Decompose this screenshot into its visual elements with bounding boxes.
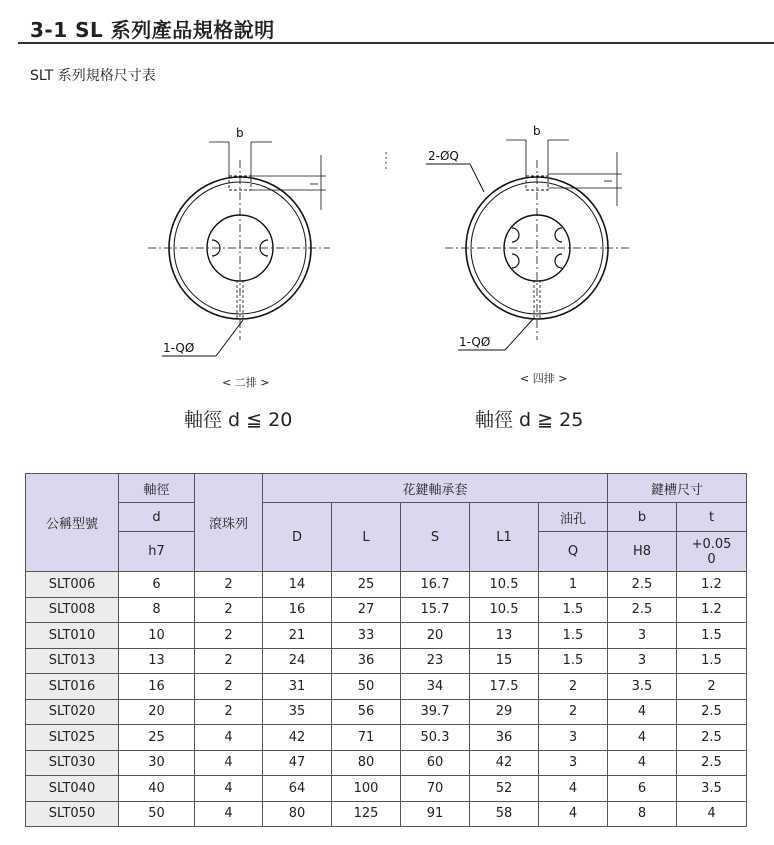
cell-S: 70: [401, 776, 470, 802]
cell-D: 21: [263, 623, 332, 649]
right-drawing: [386, 140, 630, 350]
cell-L1: 10.5: [470, 597, 539, 623]
header-S: S: [401, 503, 470, 572]
table-row: [26, 776, 747, 802]
cell-Q: 4: [539, 801, 608, 827]
cell-S: 34: [401, 674, 470, 700]
cell-model: SLT008: [26, 597, 119, 623]
header-b: b: [608, 503, 677, 532]
table-row: [26, 597, 747, 623]
cell-rows: 2: [195, 648, 263, 674]
cell-D: 14: [263, 572, 332, 598]
cell-d: 13: [119, 648, 195, 674]
cell-L1: 10.5: [470, 572, 539, 598]
cell-S: 50.3: [401, 725, 470, 751]
section-subtitle: SLT 系列規格尺寸表: [30, 68, 156, 84]
cell-t: 4: [677, 801, 747, 827]
right-caption: < 四排 >: [520, 372, 568, 385]
cell-L1: 13: [470, 623, 539, 649]
cell-rows: 4: [195, 750, 263, 776]
header-oil: 油孔: [539, 503, 608, 532]
cell-rows: 2: [195, 572, 263, 598]
cell-model: SLT016: [26, 674, 119, 700]
cell-rows: 4: [195, 801, 263, 827]
cell-S: 23: [401, 648, 470, 674]
cell-S: 20: [401, 623, 470, 649]
cell-d: 25: [119, 725, 195, 751]
cell-D: 16: [263, 597, 332, 623]
left-q-label: 1-QØ: [163, 341, 195, 355]
cell-b: 2.5: [608, 572, 677, 598]
cell-S: 39.7: [401, 699, 470, 725]
cell-b: 4: [608, 750, 677, 776]
cell-b: 4: [608, 699, 677, 725]
cell-D: 64: [263, 776, 332, 802]
left-shaft-label: 軸徑 d ≦ 20: [184, 409, 293, 431]
cell-b: 8: [608, 801, 677, 827]
header-shaft-tol: h7: [119, 532, 195, 572]
table-row: [26, 674, 747, 700]
cell-d: 16: [119, 674, 195, 700]
table-row: [26, 623, 747, 649]
cell-L: 100: [332, 776, 401, 802]
cell-rows: 2: [195, 674, 263, 700]
cell-L1: 58: [470, 801, 539, 827]
header-t: t: [677, 503, 747, 532]
cell-d: 50: [119, 801, 195, 827]
cell-Q: 1.5: [539, 597, 608, 623]
cell-b: 3: [608, 648, 677, 674]
cell-model: SLT006: [26, 572, 119, 598]
header-shaft: 軸徑: [119, 474, 195, 503]
cell-b: 3: [608, 623, 677, 649]
cell-d: 20: [119, 699, 195, 725]
cell-L1: 29: [470, 699, 539, 725]
cell-L1: 42: [470, 750, 539, 776]
header-model: 公稱型號: [26, 474, 119, 572]
cell-model: SLT030: [26, 750, 119, 776]
cell-t: 2.5: [677, 725, 747, 751]
cell-rows: 2: [195, 699, 263, 725]
cell-L: 50: [332, 674, 401, 700]
cell-d: 30: [119, 750, 195, 776]
header-t-tol: +0.05 0: [677, 532, 747, 572]
cell-Q: 2: [539, 674, 608, 700]
cell-t: 3.5: [677, 776, 747, 802]
cell-L: 36: [332, 648, 401, 674]
cell-L: 80: [332, 750, 401, 776]
cell-D: 24: [263, 648, 332, 674]
cell-Q: 1.5: [539, 623, 608, 649]
cell-L1: 52: [470, 776, 539, 802]
cell-S: 91: [401, 801, 470, 827]
header-L1: L1: [470, 503, 539, 572]
cell-Q: 1: [539, 572, 608, 598]
cell-L1: 36: [470, 725, 539, 751]
cell-t: 2.5: [677, 750, 747, 776]
header-b-tol: H8: [608, 532, 677, 572]
cell-b: 2.5: [608, 597, 677, 623]
header-bushing: 花鍵軸承套: [263, 474, 608, 503]
cell-b: 4: [608, 725, 677, 751]
left-drawing: [148, 142, 330, 356]
cell-d: 10: [119, 623, 195, 649]
cell-rows: 4: [195, 776, 263, 802]
cell-model: SLT025: [26, 725, 119, 751]
cell-d: 40: [119, 776, 195, 802]
table-row: [26, 699, 747, 725]
page-title: 3-1 SL 系列產品規格說明: [30, 18, 275, 42]
right-q-label: 1-QØ: [459, 335, 491, 349]
cell-t: 1.5: [677, 623, 747, 649]
left-b-label: b: [236, 126, 244, 140]
cross-section-drawings: [0, 90, 774, 390]
cell-model: SLT020: [26, 699, 119, 725]
cell-b: 3.5: [608, 674, 677, 700]
cell-rows: 2: [195, 597, 263, 623]
cell-L: 33: [332, 623, 401, 649]
table-row: [26, 648, 747, 674]
cell-D: 42: [263, 725, 332, 751]
spec-table: [25, 473, 747, 827]
cell-L: 56: [332, 699, 401, 725]
cell-L1: 15: [470, 648, 539, 674]
spec-table-body: [26, 572, 747, 827]
cell-d: 8: [119, 597, 195, 623]
cell-rows: 4: [195, 725, 263, 751]
cell-t: 1.2: [677, 597, 747, 623]
cell-D: 47: [263, 750, 332, 776]
right-shaft-label: 軸徑 d ≧ 25: [475, 409, 584, 431]
cell-Q: 2: [539, 699, 608, 725]
cell-t: 1.2: [677, 572, 747, 598]
cell-L: 71: [332, 725, 401, 751]
header-L: L: [332, 503, 401, 572]
cell-L: 125: [332, 801, 401, 827]
table-row: [26, 725, 747, 751]
title-divider: [18, 42, 774, 44]
cell-D: 31: [263, 674, 332, 700]
right-b-label: b: [533, 124, 541, 138]
cell-Q: 3: [539, 725, 608, 751]
table-row: [26, 801, 747, 827]
cell-model: SLT040: [26, 776, 119, 802]
cell-rows: 2: [195, 623, 263, 649]
cell-S: 16.7: [401, 572, 470, 598]
cell-S: 15.7: [401, 597, 470, 623]
cell-model: SLT050: [26, 801, 119, 827]
header-keyway: 鍵槽尺寸: [608, 474, 747, 503]
header-balls: 滾珠列: [195, 474, 263, 572]
cell-L: 27: [332, 597, 401, 623]
table-row: [26, 750, 747, 776]
cell-model: SLT010: [26, 623, 119, 649]
cell-b: 6: [608, 776, 677, 802]
header-Q: Q: [539, 532, 608, 572]
cell-D: 35: [263, 699, 332, 725]
cell-Q: 3: [539, 750, 608, 776]
cell-d: 6: [119, 572, 195, 598]
cell-Q: 4: [539, 776, 608, 802]
header-shaft-d: d: [119, 503, 195, 532]
cell-L1: 17.5: [470, 674, 539, 700]
cell-S: 60: [401, 750, 470, 776]
header-D: D: [263, 503, 332, 572]
left-caption: < 二排 >: [222, 376, 270, 389]
cell-model: SLT013: [26, 648, 119, 674]
cell-D: 80: [263, 801, 332, 827]
cell-L: 25: [332, 572, 401, 598]
table-row: [26, 572, 747, 598]
cell-Q: 1.5: [539, 648, 608, 674]
cell-t: 2.5: [677, 699, 747, 725]
right-2q-label: 2-ØQ: [428, 149, 459, 163]
cell-t: 1.5: [677, 648, 747, 674]
cell-t: 2: [677, 674, 747, 700]
